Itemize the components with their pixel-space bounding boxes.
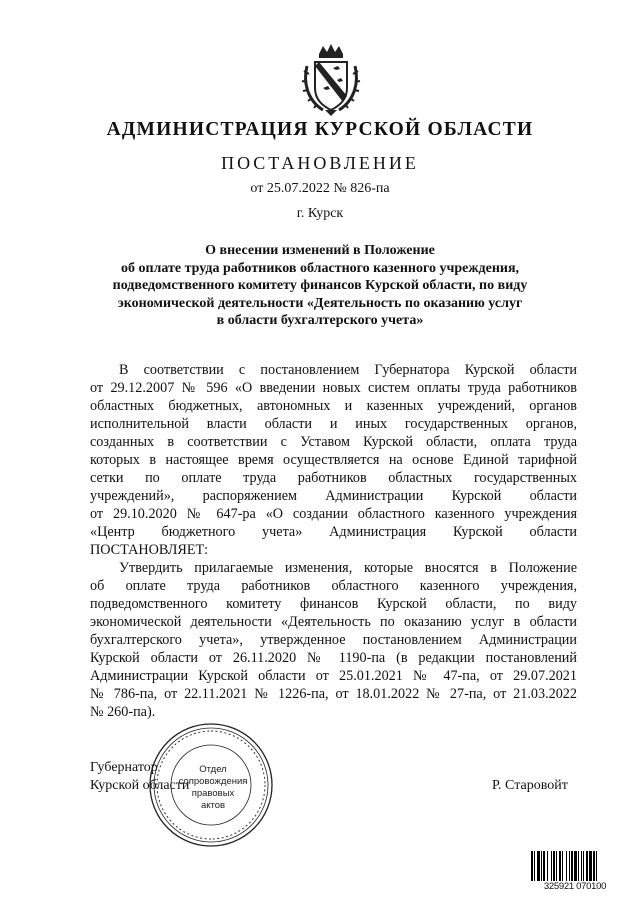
barcode-bar xyxy=(574,851,577,881)
body-line: от 29.10.2020 № 647-ра «О создании областного казенного учреждения xyxy=(90,506,577,522)
signatory-name: Р. Старовойт xyxy=(492,778,568,793)
body-line: учреждений», распоряжением Администрации Курской области xyxy=(90,488,577,504)
subject-line: об оплате труда работников областного казенного учреждения, xyxy=(120,260,520,276)
barcode-bar xyxy=(556,851,557,881)
body-line: которых в настоящее время осуществляется на основе Единой тарифной xyxy=(90,452,577,468)
barcode-bar xyxy=(593,851,595,881)
document-subject xyxy=(0,242,640,330)
barcode-bar xyxy=(534,851,535,881)
subject-line: О внесении изменений в Положение xyxy=(205,243,435,258)
subject-line: экономической деятельности «Деятельность по оказанию услуг xyxy=(117,295,523,311)
stamp-line: Отдел xyxy=(199,764,227,775)
subject-line: в области бухгалтерского учета» xyxy=(216,313,424,328)
document-type: ПОСТАНОВЛЕНИЕ xyxy=(221,153,419,173)
body-line: об оплате труда работников областного казенного учреждения, xyxy=(90,578,577,594)
document-date-number: от 25.07.2022 № 826-па xyxy=(250,181,390,196)
body-line: Курской области от 26.11.2020 № 1190-па (в редакции постановлений xyxy=(90,650,577,666)
barcode-bar xyxy=(589,851,592,881)
body-line: ПОСТАНОВЛЯЕТ: xyxy=(90,542,209,558)
body-line: областных бюджетных, автономных и казенных учреждений, органов xyxy=(90,398,577,414)
subject-line: подведомственного комитету финансов Курской области, по виду xyxy=(112,278,528,293)
signatory-region: Курской области xyxy=(90,778,190,793)
barcode-bar xyxy=(531,851,533,881)
body-line: бухгалтерского учета», утвержденное постановлением Администрации xyxy=(90,632,577,648)
barcode-bar xyxy=(562,851,563,881)
barcode-bar xyxy=(543,851,545,881)
body-line: подведомственного комитету финансов Курской области, по виду xyxy=(90,596,577,612)
barcode-bar xyxy=(537,851,540,881)
stamp-line: правовых xyxy=(191,788,235,799)
barcode-bar xyxy=(547,851,548,881)
body-line: экономической деятельности «Деятельность по оказанию услуг в области xyxy=(90,614,577,630)
organization-title: АДМИНИСТРАЦИЯ КУРСКОЙ ОБЛАСТИ xyxy=(106,119,534,140)
body-line: № 260-па). xyxy=(90,704,156,720)
barcode-bar xyxy=(569,851,570,881)
body-line: Утвердить прилагаемые изменения, которые вносятся в Положение xyxy=(119,560,577,576)
barcode-bar xyxy=(578,851,579,881)
stamp-line: сопровождения xyxy=(178,776,248,787)
stamp-line: актов xyxy=(200,800,226,811)
body-line: исполнительной власти области и иных государственных органов, xyxy=(90,416,577,432)
barcode-number: 325921 070100 xyxy=(543,881,607,892)
body-line: Администрации Курской области от 25.01.2021 № 47-па, от 29.07.2021 xyxy=(90,668,577,684)
barcode-bar xyxy=(551,851,552,881)
barcode-bar xyxy=(553,851,555,881)
body-line: созданных в соответствии с Уставом Курской области, оплата труда xyxy=(90,434,577,450)
stamp-text xyxy=(168,764,258,812)
body-line: от 29.12.2007 № 596 «О введении новых систем оплаты труда работников xyxy=(90,380,577,396)
barcode-bar xyxy=(571,851,573,881)
body-line: № 786-па, от 22.11.2021 № 1226-па, от 18.01.2022 № 27-па, от 21.03.2022 xyxy=(90,686,577,702)
barcode-bar xyxy=(566,851,567,881)
barcode-bar xyxy=(581,851,582,881)
barcode-bar xyxy=(559,851,561,881)
body-line: В соответствии с постановлением Губернатора Курской области xyxy=(119,362,577,378)
body-line: сетки по оплате труда работников областных государственных xyxy=(90,470,577,486)
coat-of-arms-icon xyxy=(301,44,361,116)
barcode-bar xyxy=(541,851,542,881)
barcode-bar xyxy=(596,851,597,881)
document-city: г. Курск xyxy=(296,206,344,221)
body-line: «Центр бюджетного учета» Администрация Курской области xyxy=(90,524,577,540)
signatory-title: Губернатор xyxy=(90,760,158,775)
barcode-bar xyxy=(583,851,584,881)
barcode-bar xyxy=(586,851,588,881)
barcode-icon xyxy=(531,851,617,881)
